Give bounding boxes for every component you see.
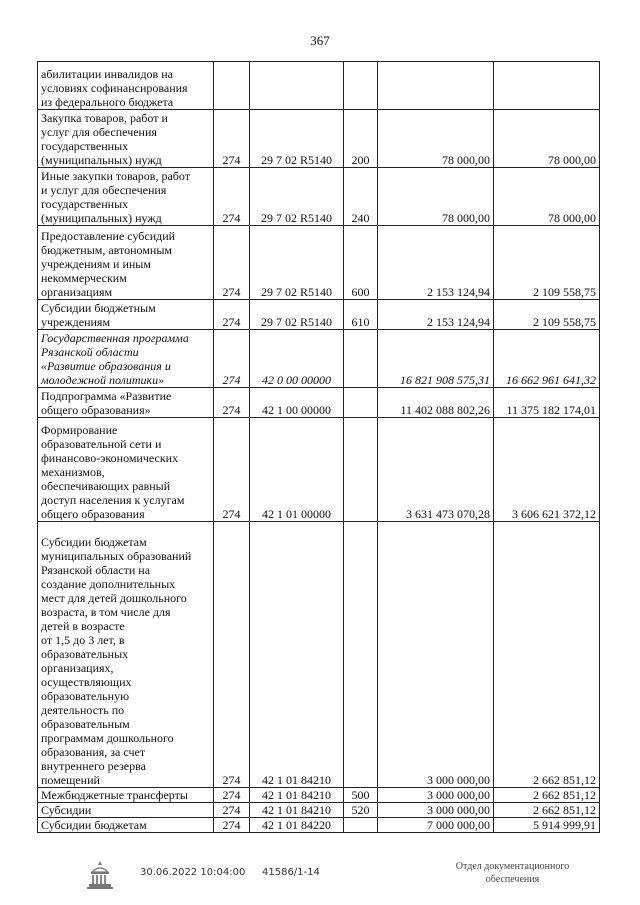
cell-name: Межбюджетные трансферты [38,788,214,803]
cell-sum-plan: 3 000 000,00 [378,522,494,788]
cell-expense-type: 600 [344,226,378,300]
cell-sum-plan: 7 000 000,00 [378,818,494,833]
cell-sum-actual: 2 662 851,12 [494,788,600,803]
cell-sum-plan: 2 153 124,94 [378,300,494,330]
cell-ministry-code: 274 [214,110,250,168]
footer [0,858,640,898]
department-stamp: Отдел документационного обеспечения [455,861,570,885]
table-row [38,388,600,418]
table-row [38,168,600,226]
table-row [38,788,600,803]
cell-sum-plan: 78 000,00 [378,110,494,168]
cell-sum-plan: 3 631 473 070,28 [378,418,494,522]
cell-expense-type [344,418,378,522]
cell-sum-plan: 2 153 124,94 [378,226,494,300]
budget-table [37,61,600,833]
cell-target-article: 29 7 02 R5140 [250,226,344,300]
cell-ministry-code [214,62,250,110]
duma-seal-icon [83,858,117,892]
cell-target-article: 42 1 00 00000 [250,388,344,418]
cell-ministry-code: 274 [214,788,250,803]
cell-sum-plan: 3 000 000,00 [378,803,494,818]
cell-expense-type: 520 [344,803,378,818]
cell-sum-actual: 2 662 851,12 [494,803,600,818]
cell-name: Государственная программа Рязанской области «Развитие образования и молодежной политики» [38,330,214,388]
page-number: 367 [310,33,330,48]
cell-ministry-code: 274 [214,818,250,833]
cell-ministry-code: 274 [214,388,250,418]
cell-expense-type: 240 [344,168,378,226]
cell-sum-actual: 11 375 182 174,01 [494,388,600,418]
cell-sum-plan: 78 000,00 [378,168,494,226]
cell-ministry-code: 274 [214,226,250,300]
cell-ministry-code: 274 [214,330,250,388]
cell-expense-type: 200 [344,110,378,168]
table-row [38,300,600,330]
stamp-document-number: 41586/1-14 [262,867,320,878]
cell-expense-type [344,330,378,388]
cell-name: Иные закупки товаров, работ и услуг для обеспечения государственных (муниципальных) нужд [38,168,214,226]
cell-target-article: 42 1 01 84210 [250,803,344,818]
cell-ministry-code: 274 [214,522,250,788]
cell-sum-plan: 11 402 088 802,26 [378,388,494,418]
cell-expense-type: 500 [344,788,378,803]
cell-expense-type [344,62,378,110]
cell-sum-actual: 78 000,00 [494,168,600,226]
table-row [38,803,600,818]
cell-target-article [250,62,344,110]
cell-sum-actual: 5 914 999,91 [494,818,600,833]
budget-table-body [38,62,600,833]
cell-sum-actual: 3 606 621 372,12 [494,418,600,522]
table-row [38,522,600,788]
cell-ministry-code: 274 [214,418,250,522]
cell-expense-type [344,388,378,418]
table-row [38,110,600,168]
cell-name: Закупка товаров, работ и услуг для обеспечения государственных (муниципальных) нужд [38,110,214,168]
cell-target-article: 42 1 01 84220 [250,818,344,833]
cell-name: Субсидии [38,803,214,818]
cell-sum-actual: 2 662 851,12 [494,522,600,788]
cell-target-article: 42 1 01 00000 [250,418,344,522]
cell-name: Подпрограмма «Развитие общего образования» [38,388,214,418]
cell-sum-actual: 2 109 558,75 [494,226,600,300]
cell-target-article: 29 7 02 R5140 [250,110,344,168]
cell-sum-actual: 16 662 961 641,32 [494,330,600,388]
cell-expense-type [344,818,378,833]
cell-expense-type [344,522,378,788]
cell-sum-plan: 3 000 000,00 [378,788,494,803]
table-row [38,330,600,388]
cell-name: Предоставление субсидий бюджетным, автономным учреждениям и иным некоммерческим организациям [38,226,214,300]
cell-sum-actual [494,62,600,110]
cell-sum-actual: 2 109 558,75 [494,300,600,330]
table-row [38,418,600,522]
cell-target-article: 42 0 00 00000 [250,330,344,388]
cell-sum-plan: 16 821 908 575,31 [378,330,494,388]
cell-target-article: 29 7 02 R5140 [250,168,344,226]
cell-sum-actual: 78 000,00 [494,110,600,168]
cell-ministry-code: 274 [214,300,250,330]
cell-name: абилитации инвалидов на условиях софинансирования из федерального бюджета [38,62,214,110]
cell-name: Субсидии бюджетным учреждениям [38,300,214,330]
cell-ministry-code: 274 [214,803,250,818]
cell-ministry-code: 274 [214,168,250,226]
cell-target-article: 42 1 01 84210 [250,788,344,803]
cell-target-article: 42 1 01 84210 [250,522,344,788]
cell-expense-type: 610 [344,300,378,330]
stamp-date: 30.06.2022 10:04:00 [140,867,246,878]
cell-name: Субсидии бюджетам муниципальных образований Рязанской области на создание дополнительных мест для детей дошкольного возраста, в том числе для детей в возрасте от 1,5 до 3 лет, в образовательных организациях, осуществляющих образовательную деятельность по образовательным программам дошкольного образования, за счет внутреннего резерва помещений [38,522,214,788]
cell-target-article: 29 7 02 R5140 [250,300,344,330]
cell-name: Формирование образовательной сети и финансово-экономических механизмов, обеспечивающих равный доступ населения к услугам общего образования [38,418,214,522]
table-row [38,226,600,300]
cell-name: Субсидии бюджетам [38,818,214,833]
table-row [38,818,600,833]
table-row [38,62,600,110]
cell-sum-plan [378,62,494,110]
